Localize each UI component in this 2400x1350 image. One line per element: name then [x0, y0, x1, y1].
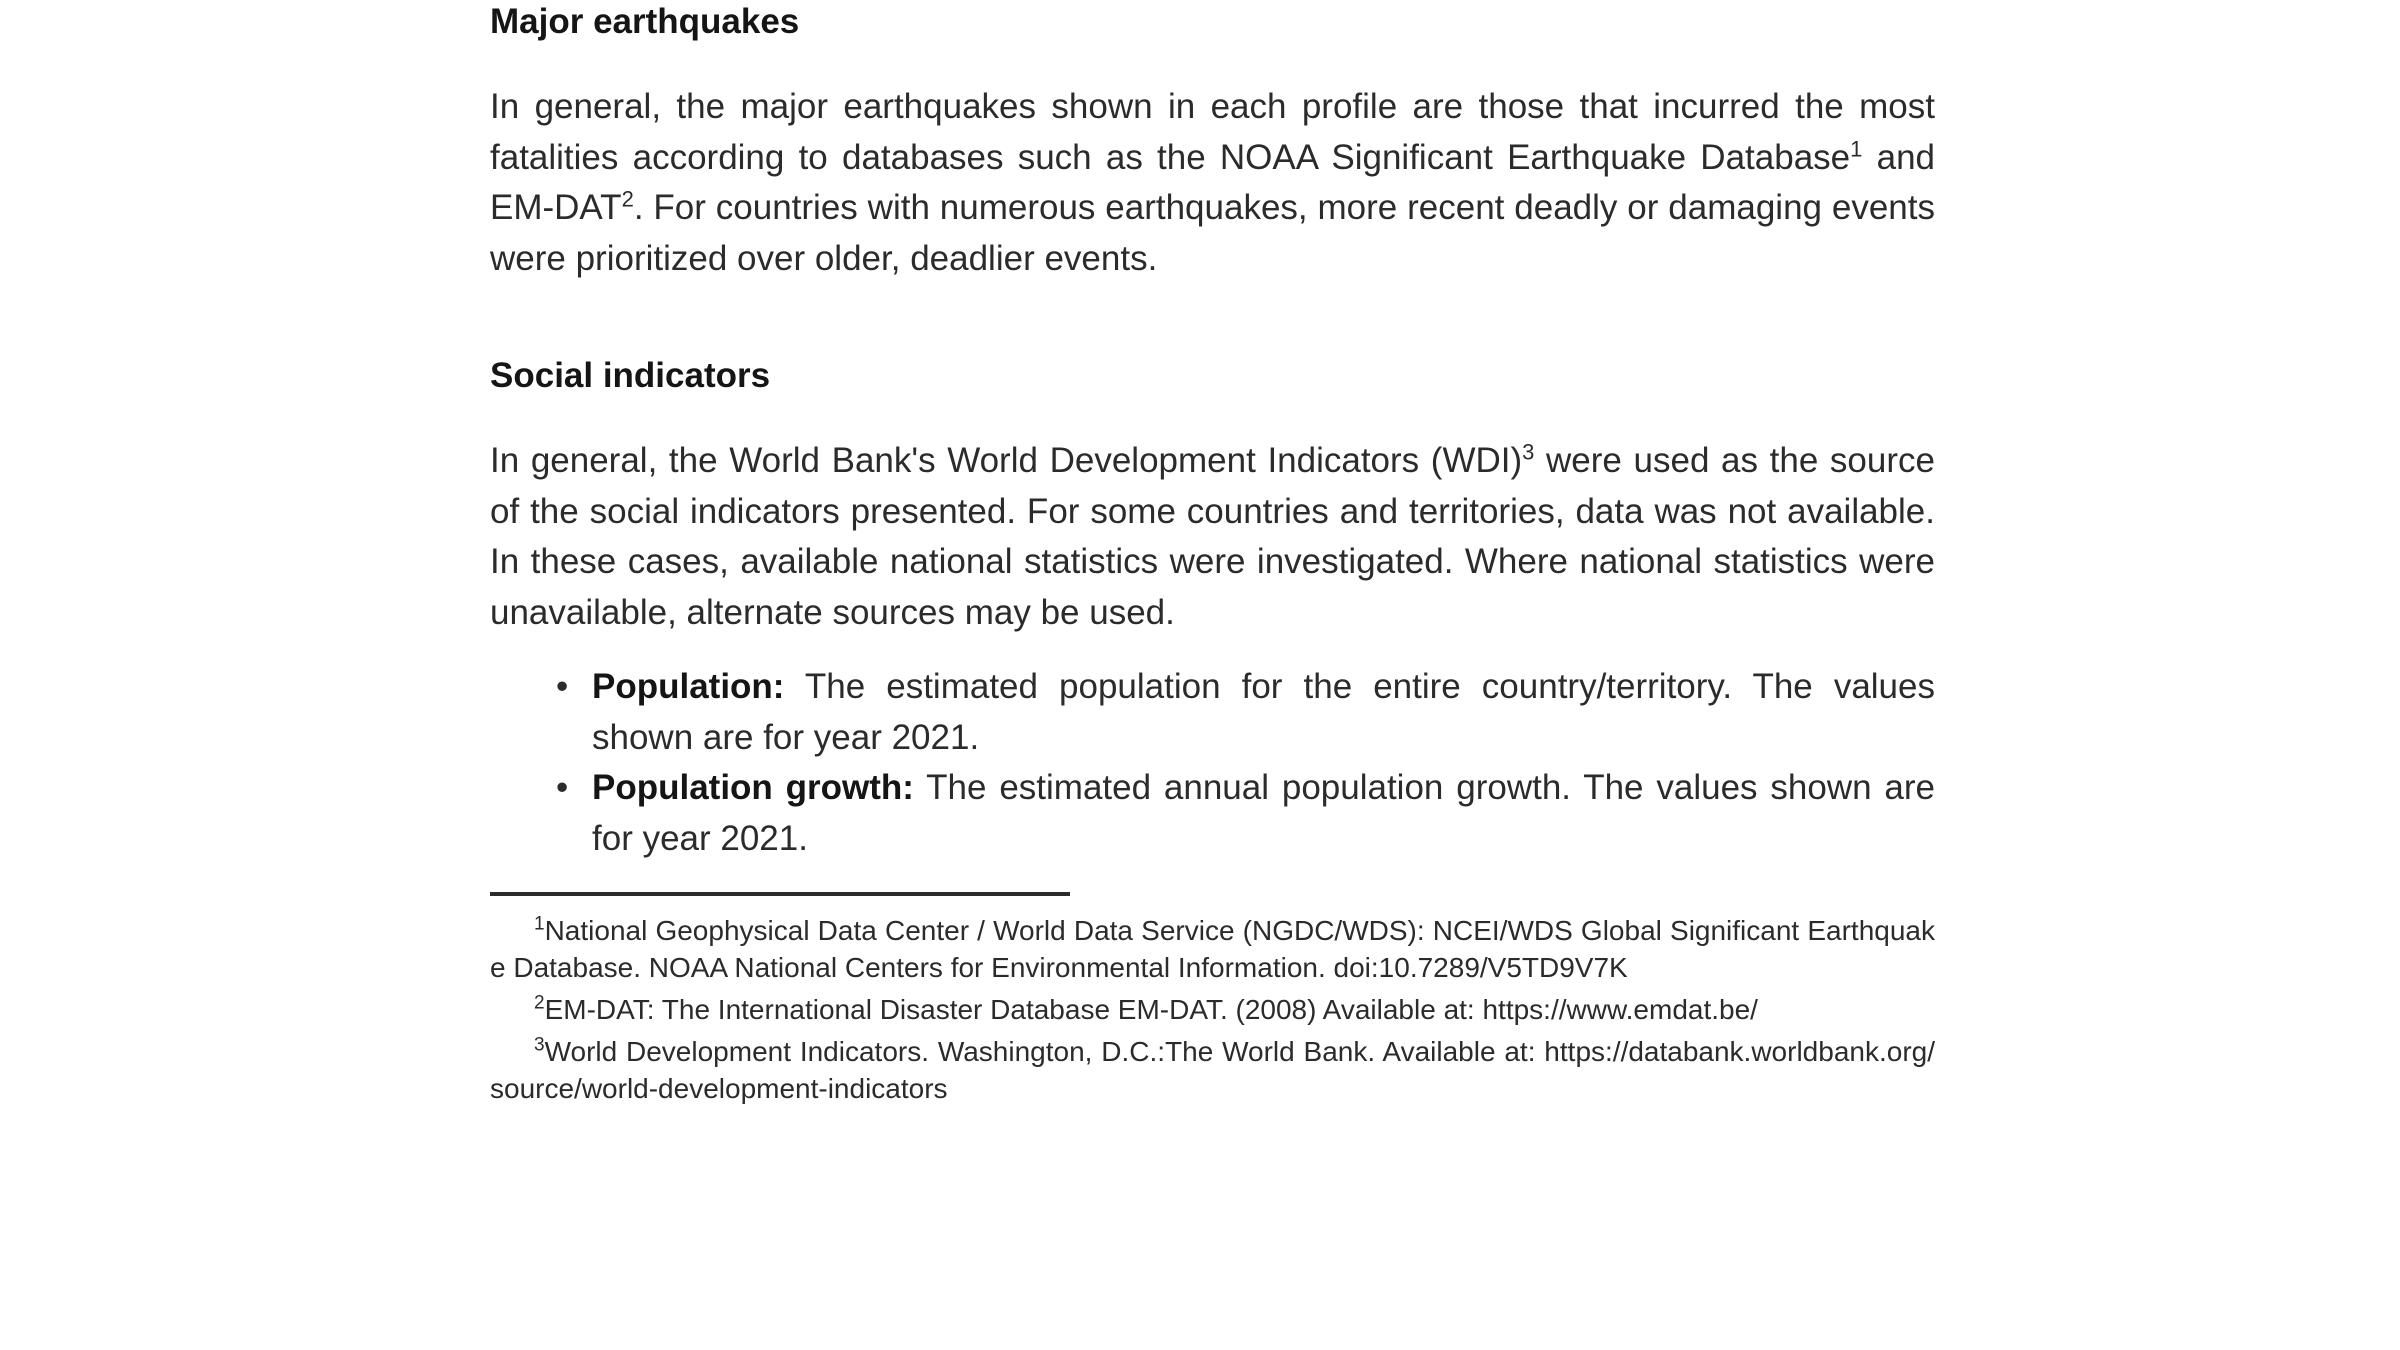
indicator-list — [490, 662, 1935, 864]
footnote-text[interactable]: World Development Indicators. Washington, D.C.:The World Bank. Available at: https://databank.worldbank.org/source/world-development-indicators — [490, 1036, 1935, 1104]
footnote-2 — [490, 991, 1935, 1028]
list-item-population-growth — [556, 763, 1935, 864]
paragraph-text: In general, the major earthquakes shown in each profile are those that incurred the most fatalities according to databases such as the NOAA Significant Earthquake Database — [490, 87, 1935, 177]
document-page — [490, 0, 1935, 1112]
footnote-text: National Geophysical Data Center / World Data Service (NGDC/WDS): NCEI/WDS Global Significant Earthquake Database. NOAA National Centers for Environmental Information. doi:10.7289/V5TD9V7K — [490, 915, 1935, 983]
paragraph-text: were used as the source of the social indicators presented. For some countries and territories, data was not available. In these cases, available national statistics were investigated. Where national statistics were unavailable, alternate sources may be used. — [490, 441, 1935, 632]
footnotes — [490, 912, 1935, 1107]
paragraph-text: . For countries with numerous earthquakes, more recent deadly or damaging events were prioritized over older, deadlier events. — [490, 188, 1935, 278]
list-item-text: The estimated population for the entire country/territory. The values shown are for year 2021. — [592, 667, 1935, 757]
footnote-1 — [490, 912, 1935, 986]
paragraph-social-indicators — [490, 436, 1935, 638]
section-heading-social-indicators: Social indicators — [490, 356, 771, 395]
list-item-text: The estimated annual population growth. The values shown are for year 2021. — [592, 768, 1935, 858]
bullet-icon: • — [556, 768, 569, 807]
list-item-term: Population: — [592, 667, 785, 706]
list-item-term: Population growth: — [592, 768, 914, 807]
footnote-separator — [490, 892, 1070, 896]
footnote-ref-3[interactable]: 3 — [1522, 439, 1535, 465]
footnote-number: 1 — [534, 913, 545, 935]
list-item-population — [556, 662, 1935, 763]
footnote-ref-1[interactable]: 1 — [1850, 135, 1863, 161]
footnote-number: 2 — [534, 992, 545, 1014]
section-heading-major-earthquakes: Major earthquakes — [490, 2, 800, 41]
footnote-3 — [490, 1033, 1935, 1107]
section-social-indicators — [490, 354, 1935, 398]
footnote-ref-2[interactable]: 2 — [621, 186, 634, 212]
paragraph-text: and EM-DAT — [490, 137, 1936, 227]
bullet-icon: • — [556, 667, 569, 706]
footnote-text[interactable]: EM-DAT: The International Disaster Database EM-DAT. (2008) Available at: https://www.emdat.be/ — [544, 994, 1758, 1025]
paragraph-text: In general, the World Bank's World Development Indicators (WDI) — [490, 441, 1523, 480]
footnote-number: 3 — [534, 1034, 545, 1056]
paragraph-major-earthquakes — [490, 82, 1935, 284]
